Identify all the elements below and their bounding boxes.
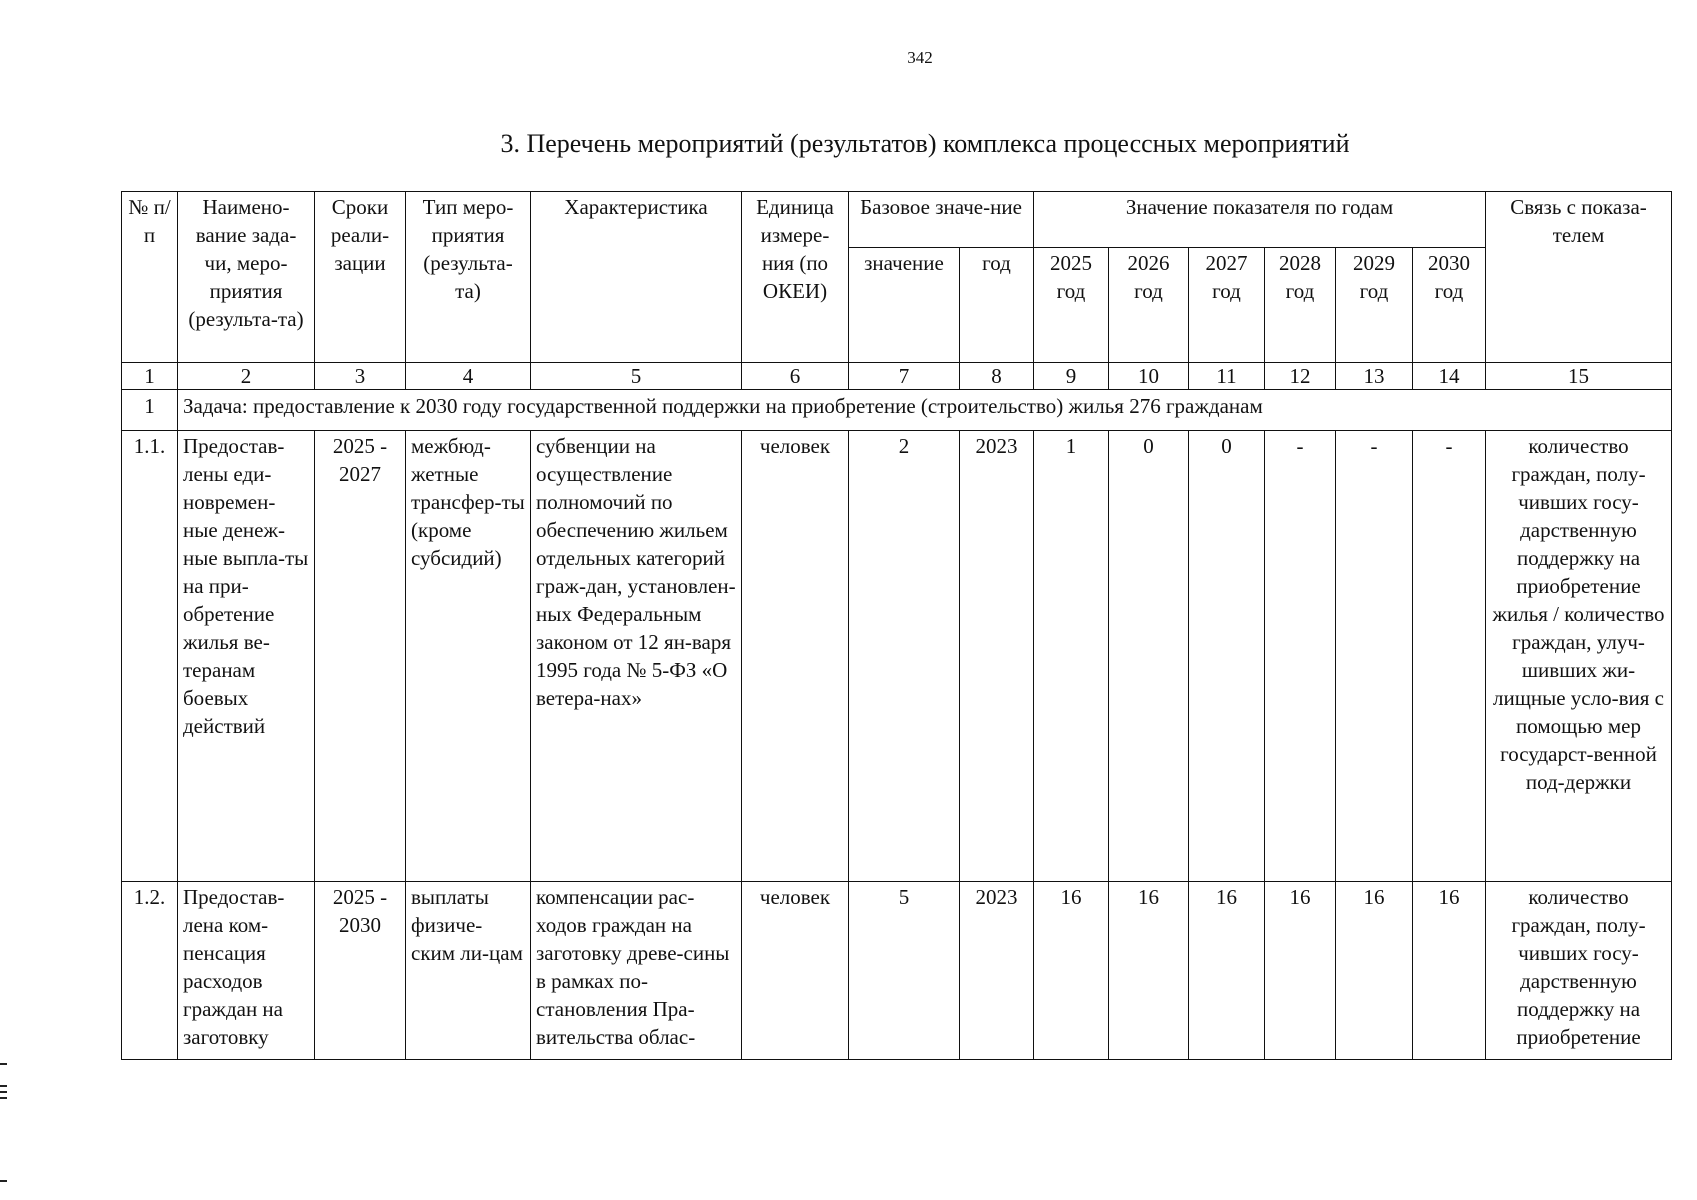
table-row [122,882,1672,1060]
row-value-2028: 16 [1265,882,1336,1060]
column-number: 3 [315,363,406,390]
header-num: № п/п [122,192,178,363]
column-number: 2 [178,363,315,390]
margin-mark [0,1085,7,1087]
row-value-2025: 16 [1034,882,1109,1060]
column-number: 8 [960,363,1034,390]
row-value-2026: 16 [1109,882,1189,1060]
row-value-2027: 16 [1189,882,1265,1060]
column-number: 5 [531,363,742,390]
header-link: Связь с показа-телем [1486,192,1672,363]
row-num: 1.2. [122,882,178,1060]
row-link: количество граждан, полу-чивших госу-дарственную поддержку на приобретение жилья / количество граждан, улуч-шивших жи-лищные усло-вия с помощью мер государст-венной под-держки [1486,431,1672,882]
column-number: 1 [122,363,178,390]
row-link: количество граждан, полу-чивших госу-дарственную поддержку на приобретение [1486,882,1672,1060]
header-year-2026: 2026 год [1109,248,1189,363]
margin-mark [0,1091,7,1093]
row-name: Предостав-лена ком-пенсация расходов граждан на заготовку [178,882,315,1060]
header-unit: Единица измере-ния (по ОКЕИ) [742,192,849,363]
task-text: Задача: предоставление к 2030 году государственной поддержки на приобретение (строительство) жилья 276 гражданам [178,390,1672,431]
row-unit: человек [742,882,849,1060]
row-value-2029: 16 [1336,882,1413,1060]
header-type: Тип меро-приятия (результа-та) [406,192,531,363]
column-number: 6 [742,363,849,390]
column-number: 7 [849,363,960,390]
column-number: 14 [1413,363,1486,390]
header-base-value: Базовое значе-ние [849,192,1034,248]
row-value-2030: 16 [1413,882,1486,1060]
row-value-2026: 0 [1109,431,1189,882]
row-num: 1.1. [122,431,178,882]
page-number: 342 [907,48,933,67]
row-type: выплаты физиче-ским ли-цам [406,882,531,1060]
row-base-year: 2023 [960,882,1034,1060]
header-year-2029: 2029 год [1336,248,1413,363]
row-base-value: 5 [849,882,960,1060]
row-value-2027: 0 [1189,431,1265,882]
row-base-value: 2 [849,431,960,882]
column-number: 9 [1034,363,1109,390]
row-characteristic: компенсации рас-ходов граждан на заготовку древе-сины в рамках по-становления Пра-вительства облас- [531,882,742,1060]
row-name: Предостав-лены еди-новремен-ные денеж-ные выпла-ты на при-обретение жилья ве-теранам боевых действий [178,431,315,882]
column-number: 10 [1109,363,1189,390]
row-value-2028: - [1265,431,1336,882]
row-terms: 2025 - 2027 [315,431,406,882]
header-year-2030: 2030 год [1413,248,1486,363]
row-unit: человек [742,431,849,882]
row-value-2030: - [1413,431,1486,882]
column-number: 15 [1486,363,1672,390]
measures-table [121,191,1672,1060]
column-number: 12 [1265,363,1336,390]
table-row [122,431,1672,882]
task-num: 1 [122,390,178,431]
column-number: 13 [1336,363,1413,390]
margin-mark [0,1097,7,1099]
header-year-2027: 2027 год [1189,248,1265,363]
header-name: Наимено-вание зада-чи, меро-приятия (результа-та) [178,192,315,363]
row-value-2025: 1 [1034,431,1109,882]
header-year-2028: 2028 год [1265,248,1336,363]
row-base-year: 2023 [960,431,1034,882]
header-terms: Сроки реали-зации [315,192,406,363]
column-number-row [122,363,1672,390]
task-row [122,390,1672,431]
section-title: 3. Перечень мероприятий (результатов) комплекса процессных мероприятий [500,129,1350,158]
row-value-2029: - [1336,431,1413,882]
column-number: 4 [406,363,531,390]
margin-mark [0,1063,7,1065]
header-characteristic: Характеристика [531,192,742,363]
column-number: 11 [1189,363,1265,390]
header-base-value-value: значение [849,248,960,363]
header-base-value-year: год [960,248,1034,363]
row-terms: 2025 - 2030 [315,882,406,1060]
row-type: межбюд-жетные трансфер-ты (кроме субсидий) [406,431,531,882]
row-characteristic: субвенции на осуществление полномочий по обеспечению жильем отдельных категорий граж-дан, установлен-ных Федеральным законом от 12 ян-варя 1995 года № 5-ФЗ «О ветера-нах» [531,431,742,882]
header-year-2025: 2025 год [1034,248,1109,363]
margin-mark [0,1180,7,1182]
measures-table-wrapper [121,191,1671,1060]
header-values-by-year: Значение показателя по годам [1034,192,1486,248]
